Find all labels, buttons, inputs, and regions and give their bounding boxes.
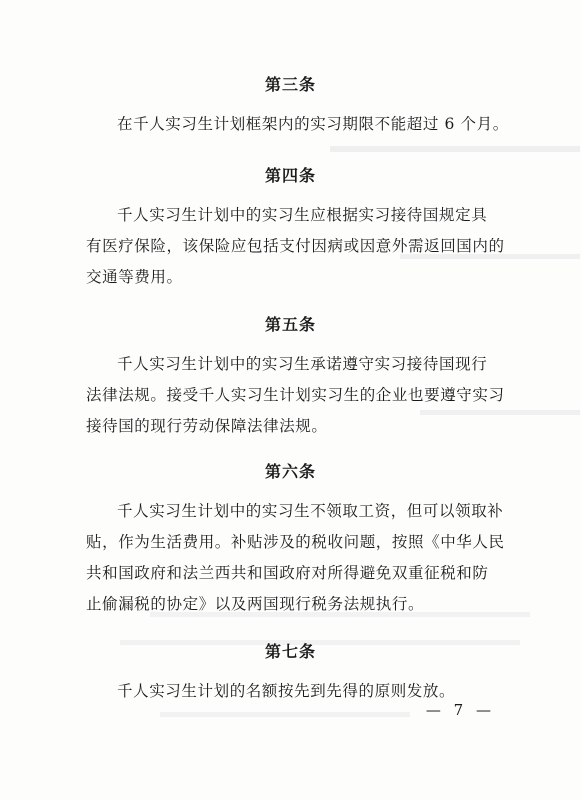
article-body bbox=[0, 109, 581, 140]
article-4 bbox=[0, 166, 581, 293]
page-number: — 7 — bbox=[425, 701, 495, 719]
body-line: 在千人实习生计划框架内的实习期限不能超过 6 个月。 bbox=[117, 115, 509, 133]
article-7 bbox=[0, 642, 581, 707]
body-line: 有医疗保险，该保险应包括支付因病或因意外需返回国内的 bbox=[86, 237, 505, 255]
article-body bbox=[0, 496, 581, 620]
body-line: 贴，作为生活费用。补贴涉及的税收问题，按照《中华人民 bbox=[86, 533, 505, 551]
article-3 bbox=[0, 75, 581, 140]
bleed-through-mark bbox=[160, 712, 410, 717]
body-line: 千人实习生计划中的实习生应根据实习接待国规定具 bbox=[117, 206, 488, 224]
article-heading: 第六条 bbox=[264, 462, 316, 481]
body-line: 千人实习生计划中的实习生承诺遵守实习接待国现行 bbox=[117, 355, 488, 373]
article-heading: 第四条 bbox=[264, 166, 316, 185]
article-body bbox=[0, 200, 581, 293]
article-body bbox=[0, 349, 581, 442]
article-6 bbox=[0, 462, 581, 620]
body-line: 交通等费用。 bbox=[86, 268, 183, 286]
body-line: 共和国政府和法兰西共和国政府对所得避免双重征税和防 bbox=[86, 564, 489, 582]
body-line: 接待国的现行劳动保障法律法规。 bbox=[86, 417, 328, 435]
body-line: 法律法规。接受千人实习生计划实习生的企业也要遵守实习 bbox=[86, 386, 505, 404]
body-line: 千人实习生计划中的实习生不领取工资，但可以领取补 bbox=[117, 502, 504, 520]
bleed-through-mark bbox=[330, 146, 580, 152]
article-heading: 第三条 bbox=[264, 75, 316, 94]
article-heading: 第五条 bbox=[264, 315, 316, 334]
body-line: 千人实习生计划的名额按先到先得的原则发放。 bbox=[117, 682, 456, 700]
article-5 bbox=[0, 315, 581, 442]
article-heading: 第七条 bbox=[264, 642, 316, 661]
body-line: 止偷漏税的协定》以及两国现行税务法规执行。 bbox=[86, 595, 425, 613]
